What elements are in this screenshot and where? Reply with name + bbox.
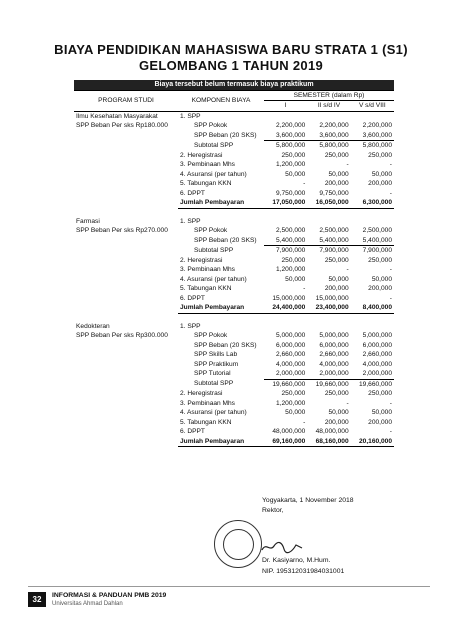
value-sem3: 3,600,000 [351, 131, 394, 141]
program-cell [74, 265, 178, 275]
value-sem1: 5,000,000 [275, 332, 306, 339]
value-sem1: 250,000 [281, 390, 306, 397]
value-sem3 [351, 322, 394, 332]
program-cell [74, 389, 178, 399]
fee-table-body [74, 111, 394, 447]
value-sem2: 50,000 [328, 170, 349, 178]
program-cell [74, 294, 178, 304]
value-sem2: - [346, 161, 349, 168]
program-cell [74, 151, 178, 161]
value-sem2: 19,660,000 [315, 380, 349, 388]
total-row [74, 303, 394, 313]
component-label: SPP Beban (20 SKS) [194, 131, 257, 139]
table-row [74, 275, 394, 285]
program-cell [74, 198, 178, 208]
table-row [74, 141, 394, 151]
value-sem3: 200,000 [368, 285, 392, 292]
university-seal [214, 520, 262, 568]
value-sem2: 7,900,000 [319, 247, 349, 254]
value-sem1: 2,200,000 [275, 122, 306, 129]
total-sem1: 17,050,000 [264, 198, 307, 208]
header-sem1: I [264, 101, 307, 112]
program-cell [74, 179, 178, 189]
table-row [74, 265, 394, 275]
table-row [74, 294, 394, 304]
value-sem2 [307, 217, 350, 227]
value-sem1: 50,000 [285, 409, 306, 416]
value-sem3: - [389, 161, 392, 168]
program-cell [74, 437, 178, 447]
component-label: 5. Tabungan KKN [180, 418, 232, 426]
value-sem3: - [389, 428, 392, 435]
table-note: Biaya tersebut belum termasuk biaya praktikum [74, 80, 394, 90]
page-subtitle: GELOMBANG 1 TAHUN 2019 [138, 58, 324, 73]
total-row [74, 437, 394, 447]
value-sem3 [351, 111, 394, 121]
value-sem3: 250,000 [368, 256, 392, 264]
section-gap [74, 208, 394, 217]
value-sem1: 9,750,000 [275, 189, 306, 197]
program-cell [74, 369, 178, 379]
program-cell [74, 341, 178, 351]
value-sem2: - [346, 399, 349, 407]
value-sem1: 48,000,000 [272, 428, 306, 435]
total-label: Jumlah Pembayaran [178, 198, 264, 208]
value-sem1: 1,200,000 [275, 161, 306, 168]
program-cell [74, 236, 178, 246]
total-label: Jumlah Pembayaran [178, 303, 264, 313]
component-label: Subtotal SPP [194, 141, 234, 149]
value-sem2: 5,800,000 [319, 142, 349, 149]
value-sem3: 2,200,000 [362, 122, 392, 129]
value-sem2: 48,000,000 [315, 428, 349, 435]
program-cell [74, 131, 178, 141]
table-row [74, 389, 394, 399]
program-cell [74, 246, 178, 256]
value-sem1: 6,000,000 [275, 341, 306, 349]
value-sem3: 50,000 [371, 170, 392, 178]
component-label: 1. SPP [180, 217, 201, 225]
table-row [74, 350, 394, 360]
program-cell [74, 303, 178, 313]
component-label: Subtotal SPP [194, 246, 234, 254]
value-sem1 [264, 217, 307, 227]
value-sem1: 3,600,000 [264, 131, 307, 141]
value-sem2: 15,000,000 [315, 294, 349, 302]
program-name: Farmasi [76, 217, 100, 225]
value-sem2: 4,000,000 [319, 360, 349, 368]
component-label: SPP Pokok [194, 332, 228, 339]
value-sem3: - [389, 399, 392, 407]
value-sem1: 2,660,000 [275, 351, 306, 358]
value-sem3: 2,660,000 [362, 351, 392, 358]
value-sem3: 250,000 [368, 390, 392, 397]
total-row [74, 198, 394, 208]
table-row [74, 160, 394, 170]
program-name: Kedokteran [76, 322, 110, 330]
total-sem3: 6,300,000 [351, 198, 394, 208]
value-sem3: 2,500,000 [362, 227, 392, 234]
value-sem3: 2,000,000 [351, 369, 394, 379]
value-sem1: 1,200,000 [275, 399, 306, 407]
value-sem1: - [303, 285, 306, 292]
gap-cell [74, 208, 394, 217]
value-sem2 [307, 111, 350, 121]
component-label: 6. DPPT [180, 189, 205, 197]
value-sem3: - [389, 266, 392, 273]
value-sem2: 50,000 [328, 275, 349, 283]
value-sem3: 7,900,000 [362, 247, 392, 254]
component-label: SPP Beban (20 SKS) [194, 341, 257, 349]
component-label: 6. DPPT [180, 294, 205, 302]
value-sem1: 250,000 [281, 151, 306, 159]
value-sem1: 250,000 [281, 256, 306, 264]
value-sem3: 200,000 [368, 418, 392, 426]
program-fee: SPP Beban Per sks Rp270.000 [76, 227, 168, 234]
table-row [74, 217, 394, 227]
value-sem3: 5,400,000 [351, 236, 394, 246]
value-sem1: 5,800,000 [275, 142, 306, 149]
value-sem2: 250,000 [324, 390, 349, 397]
value-sem2: 200,000 [324, 285, 349, 292]
component-label: Subtotal SPP [194, 380, 234, 387]
value-sem2: 2,200,000 [319, 122, 349, 129]
program-cell [74, 418, 178, 428]
program-cell [74, 256, 178, 266]
component-label: 2. Heregistrasi [180, 390, 223, 397]
table-row [74, 111, 394, 121]
table-row [74, 284, 394, 294]
value-sem1: 15,000,000 [272, 294, 306, 302]
value-sem1: - [303, 180, 306, 187]
value-sem1: 19,660,000 [272, 380, 306, 388]
table-row [74, 121, 394, 131]
value-sem3: 19,660,000 [358, 380, 392, 388]
total-sem3: 20,160,000 [351, 437, 394, 447]
component-label: 3. Pembinaan Mhs [180, 266, 235, 273]
table-row [74, 341, 394, 351]
program-cell [74, 360, 178, 370]
value-sem2: 2,000,000 [307, 369, 350, 379]
program-fee: SPP Beban Per sks Rp180.000 [76, 122, 168, 129]
value-sem3: 5,000,000 [362, 332, 392, 339]
table-row [74, 408, 394, 418]
page-title: BIAYA PENDIDIKAN MAHASISWA BARU STRATA 1 (S1) [54, 42, 408, 57]
component-label: 2. Heregistrasi [180, 151, 223, 159]
header-semester: SEMESTER (dalam Rp) [264, 90, 394, 101]
component-label: SPP Beban (20 SKS) [194, 236, 257, 244]
value-sem3: - [389, 294, 392, 302]
program-cell [74, 160, 178, 170]
component-label: 3. Pembinaan Mhs [180, 161, 235, 168]
footer-divider [28, 586, 430, 587]
table-row [74, 369, 394, 379]
footer-subtitle: Universitas Ahmad Dahlan [52, 601, 123, 607]
component-label: 4. Asuransi (per tahun) [180, 275, 247, 283]
header-component: KOMPONEN BIAYA [178, 90, 264, 111]
value-sem1: 5,400,000 [264, 236, 307, 246]
program-cell [74, 189, 178, 199]
component-label: 4. Asuransi (per tahun) [180, 409, 247, 416]
table-row [74, 151, 394, 161]
component-label: SPP Pokok [194, 122, 228, 129]
value-sem2: 5,000,000 [319, 332, 349, 339]
total-sem2: 68,160,000 [307, 437, 350, 447]
value-sem1: - [303, 418, 306, 426]
component-label: 5. Tabungan KKN [180, 285, 232, 292]
program-cell [74, 399, 178, 409]
component-label: 2. Heregistrasi [180, 256, 223, 264]
table-row [74, 399, 394, 409]
value-sem3: 6,000,000 [362, 341, 392, 349]
table-row [74, 170, 394, 180]
component-label: 5. Tabungan KKN [180, 180, 232, 187]
value-sem2: 6,000,000 [319, 341, 349, 349]
value-sem2: 9,750,000 [319, 189, 349, 197]
program-cell [74, 408, 178, 418]
table-row [74, 256, 394, 266]
total-sem2: 16,050,000 [307, 198, 350, 208]
program-cell [74, 284, 178, 294]
component-label: 1. SPP [180, 322, 201, 330]
signature-mark [260, 540, 304, 554]
program-fee: SPP Beban Per sks Rp300.000 [76, 332, 168, 339]
value-sem2: 5,400,000 [307, 236, 350, 246]
signature-nip: NIP. 195312031984031001 [262, 568, 345, 575]
table-row [74, 427, 394, 437]
component-label: SPP Tutorial [194, 370, 231, 377]
value-sem3: 5,800,000 [362, 142, 392, 149]
component-label: SPP Skills Lab [194, 351, 238, 358]
table-row [74, 360, 394, 370]
header-sem3: V s/d VIII [351, 101, 394, 112]
value-sem3: - [389, 189, 392, 197]
component-label: 1. SPP [180, 112, 201, 120]
value-sem1: 2,500,000 [275, 227, 306, 234]
value-sem2: 250,000 [324, 151, 349, 159]
total-sem1: 69,160,000 [264, 437, 307, 447]
value-sem1: 4,000,000 [275, 360, 306, 368]
value-sem1: 7,900,000 [275, 247, 306, 254]
program-cell [74, 350, 178, 360]
total-label: Jumlah Pembayaran [178, 437, 264, 447]
table-row [74, 331, 394, 341]
table-row [74, 379, 394, 389]
value-sem2: - [346, 266, 349, 273]
value-sem2 [307, 322, 350, 332]
table-row [74, 236, 394, 246]
signature-role: Rektor, [262, 507, 284, 514]
signature-name: Dr. Kasiyarno, M.Hum. [262, 557, 331, 564]
signature-place-date: Yogyakarta, 1 November 2018 [262, 497, 354, 504]
program-cell [74, 379, 178, 389]
section-gap [74, 313, 394, 322]
value-sem1 [264, 322, 307, 332]
total-sem3: 8,400,000 [351, 303, 394, 313]
value-sem2: 50,000 [328, 409, 349, 416]
component-label: SPP Praktikum [194, 360, 239, 368]
value-sem2: 200,000 [324, 180, 349, 187]
value-sem3 [351, 217, 394, 227]
value-sem1: 50,000 [285, 275, 306, 283]
program-cell [74, 275, 178, 285]
value-sem2: 2,660,000 [319, 351, 349, 358]
total-sem2: 23,400,000 [307, 303, 350, 313]
program-cell [74, 427, 178, 437]
value-sem1: 2,000,000 [264, 369, 307, 379]
page-number: 32 [28, 592, 46, 607]
value-sem1: 50,000 [285, 170, 306, 178]
table-row [74, 322, 394, 332]
value-sem2: 3,600,000 [307, 131, 350, 141]
value-sem2: 250,000 [324, 256, 349, 264]
table-row [74, 131, 394, 141]
value-sem1: 1,200,000 [275, 266, 306, 273]
table-row [74, 226, 394, 236]
value-sem3: 50,000 [371, 409, 392, 416]
value-sem1 [264, 111, 307, 121]
value-sem3: 50,000 [371, 275, 392, 283]
header-sem2: II s/d IV [307, 101, 350, 112]
value-sem2: 200,000 [324, 418, 349, 426]
fee-table [74, 80, 394, 447]
header-program: PROGRAM STUDI [74, 90, 178, 111]
component-label: 4. Asuransi (per tahun) [180, 170, 247, 178]
value-sem3: 250,000 [368, 151, 392, 159]
footer-title: INFORMASI & PANDUAN PMB 2019 [52, 592, 167, 599]
value-sem3: 4,000,000 [362, 360, 392, 368]
table-row [74, 179, 394, 189]
total-sem1: 24,400,000 [264, 303, 307, 313]
table-row [74, 246, 394, 256]
table-row [74, 418, 394, 428]
value-sem3: 200,000 [368, 180, 392, 187]
component-label: SPP Pokok [194, 227, 228, 234]
value-sem2: 2,500,000 [319, 227, 349, 234]
component-label: 3. Pembinaan Mhs [180, 399, 235, 407]
program-cell [74, 170, 178, 180]
program-cell [74, 141, 178, 151]
table-row [74, 189, 394, 199]
gap-cell [74, 313, 394, 322]
program-name: Ilmu Kesehatan Masyarakat [76, 112, 158, 120]
component-label: 6. DPPT [180, 428, 205, 435]
